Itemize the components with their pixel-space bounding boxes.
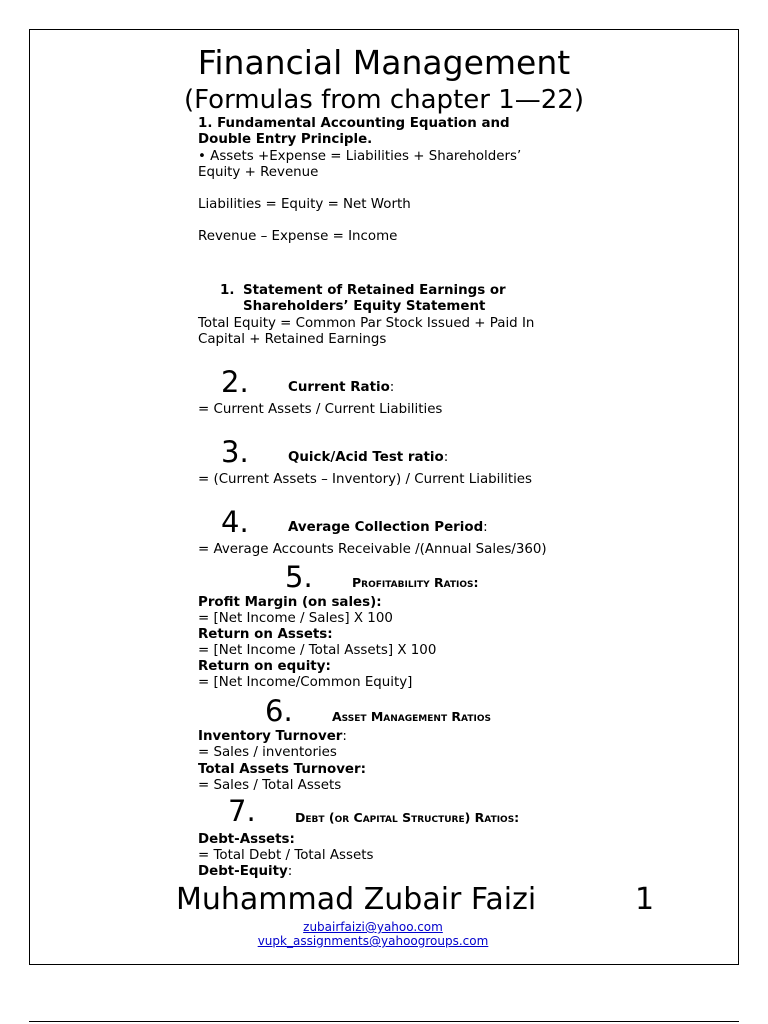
- author-name: Muhammad Zubair Faizi: [176, 882, 537, 917]
- section-4-colon: :: [483, 520, 488, 535]
- section-1-bullet-line2: Equity + Revenue: [198, 165, 319, 180]
- profit-margin-label: Profit Margin (on sales):: [198, 595, 382, 610]
- return-on-equity-formula: = [Net Income/Common Equity]: [198, 675, 413, 690]
- section-4-formula: = Average Accounts Receivable /(Annual Sales/360): [198, 542, 547, 557]
- next-page-edge: [29, 1021, 739, 1022]
- section-3-heading: [288, 450, 448, 466]
- section-5-label: Profitability Ratios:: [352, 575, 479, 590]
- section-4-label: Average Collection Period: [288, 520, 484, 535]
- section-3-formula: = (Current Assets – Inventory) / Current Liabilities: [198, 472, 533, 487]
- section-1-liabilities-formula: Liabilities = Equity = Net Worth: [198, 197, 411, 212]
- page-title: Financial Management: [197, 43, 571, 82]
- debt-equity-label: Debt-Equity: [198, 864, 288, 879]
- section-7-number: 7.: [228, 794, 256, 828]
- section-6-number: 6.: [265, 694, 293, 728]
- section-5-number: 5.: [285, 560, 313, 594]
- debt-equity-colon: :: [287, 864, 293, 879]
- inventory-turnover-formula: = Sales / inventories: [198, 745, 337, 760]
- inventory-turnover-label: Inventory Turnover: [198, 729, 343, 744]
- section-4-number: 4.: [221, 505, 249, 539]
- section-1-bullet-line1: • Assets +Expense = Liabilities + Shareholders’: [198, 149, 522, 164]
- page-number: 1: [635, 882, 655, 917]
- section-1-income-formula: Revenue – Expense = Income: [198, 229, 398, 244]
- section-2-heading: [288, 380, 394, 396]
- author-email-link[interactable]: zubairfaizi@yahoo.com: [303, 920, 443, 934]
- section-2-number: 2.: [221, 365, 249, 399]
- debt-equity-label-line: [198, 864, 292, 880]
- section-3-label: Quick/Acid Test ratio: [288, 450, 444, 465]
- debt-assets-label: Debt-Assets:: [198, 832, 295, 847]
- section-1-heading-line2: Double Entry Principle.: [198, 132, 373, 147]
- total-assets-turnover-formula: = Sales / Total Assets: [198, 778, 342, 793]
- inventory-turnover-label-line: [198, 729, 347, 745]
- section-7-label: Debt (or Capital Structure) Ratios:: [295, 810, 520, 825]
- return-on-equity-label: Return on equity:: [198, 659, 331, 674]
- section-2-colon: :: [389, 380, 395, 395]
- retained-body-line1: Total Equity = Common Par Stock Issued + Paid In: [198, 316, 535, 331]
- section-6-label: Asset Management Ratios: [332, 709, 491, 724]
- retained-heading-line2: Shareholders’ Equity Statement: [243, 299, 486, 314]
- section-2-formula: = Current Assets / Current Liabilities: [198, 402, 443, 417]
- return-on-assets-formula: = [Net Income / Total Assets] X 100: [198, 643, 437, 658]
- retained-body-line2: Capital + Retained Earnings: [198, 332, 387, 347]
- section-4-heading: [288, 520, 488, 536]
- page-subtitle: (Formulas from chapter 1—22): [184, 85, 584, 115]
- profit-margin-formula: = [Net Income / Sales] X 100: [198, 611, 393, 626]
- section-2-label: Current Ratio: [288, 380, 390, 395]
- section-3-number: 3.: [221, 435, 249, 469]
- inventory-turnover-colon: :: [342, 729, 347, 744]
- debt-assets-formula: = Total Debt / Total Assets: [198, 848, 374, 863]
- total-assets-turnover-label: Total Assets Turnover:: [198, 762, 366, 777]
- section-3-colon: :: [443, 450, 449, 465]
- return-on-assets-label: Return on Assets:: [198, 627, 333, 642]
- group-email-link[interactable]: vupk_assignments@yahoogroups.com: [257, 934, 489, 948]
- retained-section-number: 1.: [220, 283, 235, 298]
- retained-heading-line1: Statement of Retained Earnings or: [243, 283, 506, 298]
- section-1-heading-line1: 1. Fundamental Accounting Equation and: [198, 116, 510, 131]
